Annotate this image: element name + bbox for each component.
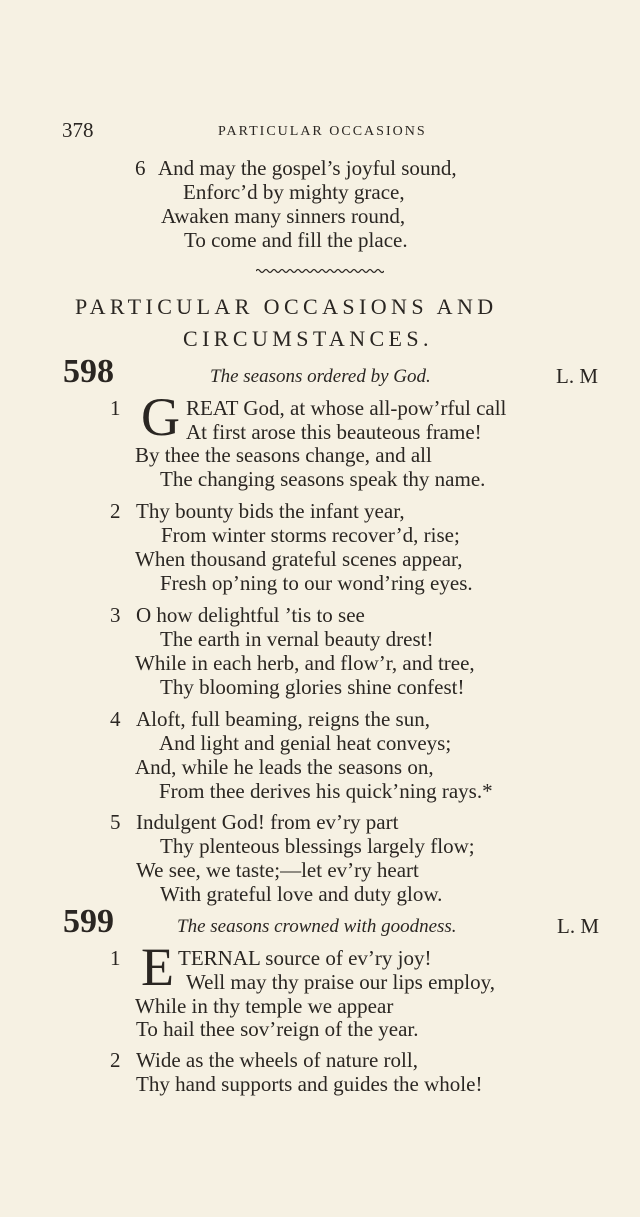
- verse-line: To hail thee sov’reign of the year.: [136, 1017, 419, 1041]
- verse-number: 1: [110, 946, 121, 970]
- verse-line: Thy plenteous blessings largely flow;: [160, 834, 475, 858]
- verse-line: Enforc’d by mighty grace,: [183, 180, 405, 204]
- verse-line: Indulgent God! from ev’ry part: [136, 810, 399, 834]
- verse-number: 4: [110, 707, 121, 731]
- page-number: 378: [62, 118, 94, 142]
- drop-capital: G: [141, 387, 180, 447]
- verse-number: 2: [110, 1048, 121, 1072]
- hymn-number: 598: [63, 353, 114, 390]
- verse-line: Wide as the wheels of nature roll,: [136, 1048, 418, 1072]
- verse-line: TERNAL source of ev’ry joy!: [178, 946, 432, 970]
- verse-line: The changing seasons speak thy name.: [160, 467, 486, 491]
- verse-line: Thy blooming glories shine confest!: [160, 675, 465, 699]
- hymn-title: The seasons crowned with goodness.: [177, 916, 457, 937]
- hymn-meter: L. M: [557, 914, 599, 938]
- verse-line: While in each herb, and flow’r, and tree,: [135, 651, 475, 675]
- verse-number: 2: [110, 499, 121, 523]
- hymn-meter: L. M: [556, 364, 598, 388]
- verse-line: Thy hand supports and guides the whole!: [136, 1072, 483, 1096]
- verse-line: Thy bounty bids the infant year,: [136, 499, 405, 523]
- verse-line: The earth in vernal beauty drest!: [160, 627, 434, 651]
- verse-line: And light and genial heat conveys;: [159, 731, 452, 755]
- verse-line: By thee the seasons change, and all: [135, 443, 432, 467]
- verse-line: And may the gospel’s joyful sound,: [158, 156, 457, 180]
- verse-line: To come and fill the place.: [184, 228, 408, 252]
- drop-capital: E: [141, 937, 174, 997]
- verse-line: While in thy temple we appear: [135, 994, 394, 1018]
- verse-line: When thousand grateful scenes appear,: [135, 547, 463, 571]
- verse-line: Aloft, full beaming, reigns the sun,: [136, 707, 430, 731]
- verse-line: Well may thy praise our lips employ,: [186, 970, 495, 994]
- verse-number: 6: [135, 156, 146, 180]
- verse-line: We see, we taste;—let ev’ry heart: [136, 858, 419, 882]
- ornamental-rule: [256, 268, 384, 274]
- verse-number: 3: [110, 603, 121, 627]
- verse-number: 1: [110, 396, 121, 420]
- hymn-title: The seasons ordered by God.: [210, 366, 431, 387]
- section-heading: CIRCUMSTANCES.: [183, 326, 433, 351]
- verse-line: From thee derives his quick’ning rays.*: [159, 779, 493, 803]
- verse-line: From winter storms recover’d, rise;: [161, 523, 460, 547]
- verse-line: Fresh op’ning to our wond’ring eyes.: [160, 571, 473, 595]
- verse-line: REAT God, at whose all-pow’rful call: [186, 396, 507, 420]
- verse-number: 5: [110, 810, 121, 834]
- verse-line: With grateful love and duty glow.: [160, 882, 443, 906]
- hymn-number: 599: [63, 903, 114, 940]
- section-heading: PARTICULAR OCCASIONS AND: [75, 294, 498, 319]
- verse-line: O how delightful ’tis to see: [136, 603, 365, 627]
- verse-line: At first arose this beauteous frame!: [186, 420, 482, 444]
- verse-line: Awaken many sinners round,: [161, 204, 406, 228]
- running-head: PARTICULAR OCCASIONS: [218, 124, 427, 139]
- verse-line: And, while he leads the seasons on,: [135, 755, 434, 779]
